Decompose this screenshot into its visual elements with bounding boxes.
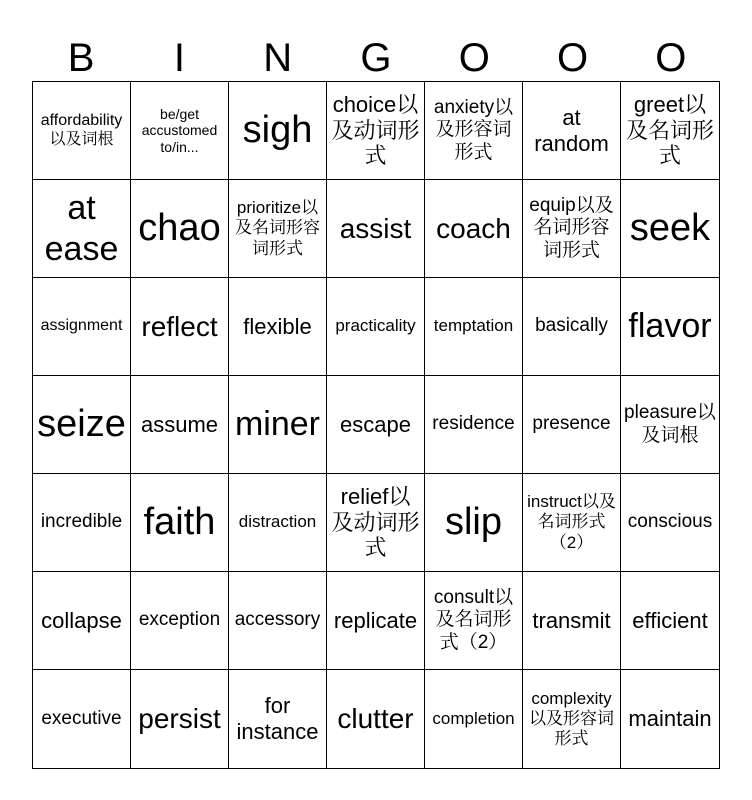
bingo-cell[interactable]: complexity以及形容词形式 [523,670,621,768]
bingo-cell[interactable]: sigh [229,82,327,180]
bingo-cell[interactable]: flavor [621,278,719,376]
bingo-cell[interactable]: pleasure以及词根 [621,376,719,474]
bingo-cell[interactable]: at random [523,82,621,180]
header-letter-i: I [173,36,185,80]
bingo-cell[interactable]: basically [523,278,621,376]
bingo-board [32,81,720,769]
bingo-cell[interactable]: practicality [327,278,425,376]
bingo-cell[interactable]: maintain [628,706,712,732]
bingo-cell[interactable]: equip以及名词形容词形式 [523,180,621,278]
header-letter-o-1: O [458,36,490,80]
bingo-cell[interactable]: temptation [425,278,523,376]
bingo-cell[interactable]: escape [327,376,425,474]
bingo-cell[interactable]: seek [621,180,719,278]
header-letter-b: B [67,36,95,80]
bingo-cell[interactable]: assignment [33,278,131,376]
header-letter-o-2: O [557,36,589,80]
bingo-cell[interactable]: efficient [621,572,719,670]
bingo-cell[interactable]: relief以及动词形式 [327,474,425,572]
bingo-cell[interactable]: executive [33,670,131,768]
bingo-cell[interactable]: residence [425,376,523,474]
bingo-cell[interactable]: for instance [229,670,327,768]
bingo-cell[interactable]: distraction [229,474,327,572]
bingo-cell[interactable]: anxiety以及形容词形式 [425,82,523,180]
bingo-cell[interactable]: clutter [327,670,425,768]
bingo-cell[interactable]: coach [425,180,523,278]
bingo-cell[interactable]: choice以及动词形式 [327,82,425,180]
bingo-cell[interactable]: transmit [523,572,621,670]
bingo-cell[interactable]: completion [425,670,523,768]
bingo-cell[interactable]: be/get accustomed to/in... [131,82,229,180]
bingo-cell[interactable]: assume [131,376,229,474]
bingo-cell[interactable]: miner [229,376,327,474]
bingo-cell[interactable]: assist [327,180,425,278]
bingo-cell[interactable]: consult以及名词形式（2） [425,572,523,670]
bingo-header [32,34,720,82]
bingo-cell[interactable]: prioritize以及名词形容词形式 [229,180,327,278]
bingo-cell[interactable]: greet以及名词形式 [621,82,719,180]
bingo-cell[interactable]: flexible [229,278,327,376]
bingo-cell[interactable]: persist [131,670,229,768]
bingo-cell[interactable]: accessory [229,572,327,670]
header-letter-n: N [263,36,293,80]
bingo-cell[interactable]: instruct以及名词形式（2） [523,474,621,572]
bingo-cell[interactable]: affordability以及词根 [33,82,131,180]
bingo-cell[interactable]: replicate [327,572,425,670]
bingo-cell[interactable]: collapse [33,572,131,670]
header-letter-g: G [360,36,392,80]
bingo-cell[interactable]: slip [425,474,523,572]
bingo-cell[interactable]: presence [523,376,621,474]
bingo-cell[interactable]: conscious [621,474,719,572]
bingo-cell[interactable]: faith [131,474,229,572]
bingo-cell[interactable]: seize [33,376,131,474]
bingo-cell[interactable]: at ease [33,180,131,278]
bingo-cell[interactable]: exception [131,572,229,670]
bingo-cell[interactable]: incredible [33,474,131,572]
bingo-cell[interactable]: chao [131,180,229,278]
bingo-cell[interactable]: reflect [131,278,229,376]
header-letter-o-3: O [655,36,687,80]
